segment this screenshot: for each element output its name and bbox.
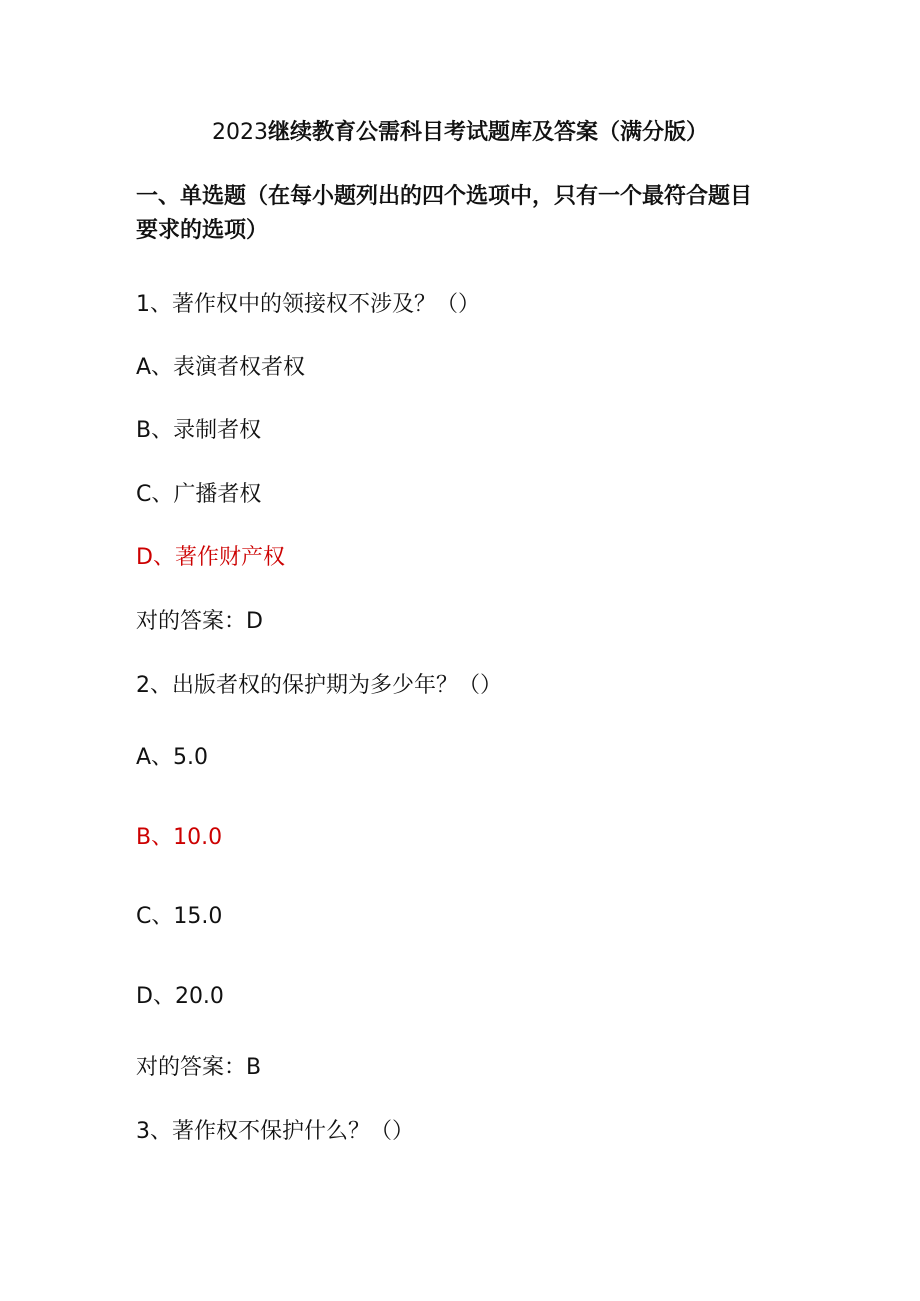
question-1-stem: 1、著作权中的领接权不涉及？（） (136, 292, 480, 317)
question-1-option-c: C、广播者权 (136, 482, 262, 507)
question-2-stem: 2、出版者权的保护期为多少年？（） (136, 673, 502, 698)
question-2-option-d: D、20.0 (136, 984, 224, 1009)
title-text: 继续教育公需科目考试题库及答案（满分版） (267, 120, 708, 145)
question-2-option-c: C、15.0 (136, 904, 223, 929)
question-2-option-a: A、5.0 (136, 745, 209, 770)
section-heading-line-1: 一、单选题（在每小题列出的四个选项中，只有一个最符合题目 (136, 184, 753, 209)
question-1-option-b: B、录制者权 (136, 418, 262, 443)
question-1-answer: 对的答案：D (136, 609, 263, 634)
title-year: 2023 (211, 120, 268, 145)
document-title (0, 118, 920, 148)
question-2-answer: 对的答案：B (136, 1055, 262, 1080)
question-1-option-d-correct: D、著作财产权 (136, 545, 285, 570)
section-heading (136, 180, 796, 248)
question-3-stem: 3、著作权不保护什么？（） (136, 1119, 414, 1144)
question-1-option-a: A、表演者权者权 (136, 355, 306, 380)
question-2-option-b-correct: B、10.0 (136, 825, 223, 850)
section-heading-line-2: 要求的选项） (136, 218, 269, 243)
